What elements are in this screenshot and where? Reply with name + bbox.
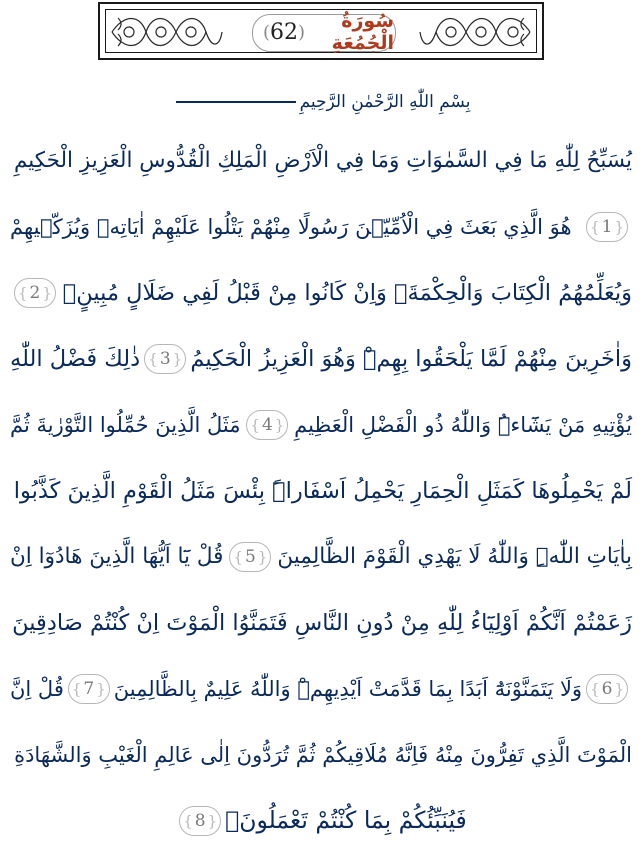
basmala-swash-icon xyxy=(176,101,296,103)
surah-name: سُورَةُ الْجُمُعَةِ xyxy=(331,10,394,54)
verse-text: مَثَلُ الَّذِينَ حُمِّلُوا التَّوْرٰيةَ ثُمَّ xyxy=(10,412,241,437)
verse-line-7 xyxy=(10,524,632,590)
surah-header-frame xyxy=(98,2,544,60)
verse-line-11 xyxy=(10,788,632,854)
verse-line-5 xyxy=(10,392,632,458)
verse-text: قُلْ يَٓا اَيُّهَا الَّذِينَ هَادُوٓا اِنْ xyxy=(10,544,224,570)
ayah-marker-8: { 8 } xyxy=(179,806,221,836)
ayah-marker-7: { 7 } xyxy=(68,674,110,704)
verse-line-4 xyxy=(10,326,632,392)
verse-text: الْمَوْتَ الَّذِي تَفِرُّونَ مِنْهُ فَاِنَّهُ مُلَاقِيكُمْ ثُمَّ تُرَدُّونَ اِلٰى عَالِمِ الْغَيْبِ وَالشَّهَادَةِ xyxy=(14,742,632,767)
verse-text: بِاٰيَاتِ اللّٰهِۜ وَاللّٰهُ لَا يَهْدِي الْقَوْمَ الظَّالِمِينَ xyxy=(277,544,632,570)
verse-line-8 xyxy=(10,590,632,656)
verse-text: فَيُنَبِّئُكُمْ بِمَا كُنْتُمْ تَعْمَلُونَ۟ xyxy=(225,806,467,835)
verse-text: يُؤْتِيهِ مَنْ يَشَٓاءُۜ وَاللّٰهُ ذُو الْفَضْلِ الْعَظِيمِ xyxy=(294,412,632,437)
verse-text: ذٰلِكَ فَضْلُ اللّٰهِ xyxy=(10,345,141,372)
verse-line-3 xyxy=(10,260,632,326)
verse-text: قُلْ اِنَّ xyxy=(9,676,64,701)
verse-line-10 xyxy=(10,722,632,788)
ayah-marker-6: { 6 } xyxy=(586,674,628,704)
bracket-right-icon: ) xyxy=(262,21,270,43)
basmala-text: بِسْمِ اللّٰهِ الرَّحْمٰنِ الرَّحِيمِ xyxy=(299,92,471,112)
bracket-left-icon: ( xyxy=(298,21,306,43)
ayah-marker-4: { 4 } xyxy=(246,410,288,440)
surah-number xyxy=(262,15,306,49)
ayah-marker-5: { 5 } xyxy=(229,542,271,572)
arabesque-ornament-right-icon xyxy=(416,10,536,54)
verse-text: لَمْ يَحْمِلُوهَا كَمَثَلِ الْحِمَارِ يَحْمِلُ اَسْفَاراًۜ بِئْسَ مَثَلُ الْقَوْمِ الَّذِينَ كَذَّبُوا xyxy=(13,477,632,504)
verse-text-block xyxy=(10,128,632,854)
verse-text: زَعَمْتُمْ اَنَّكُمْ اَوْلِيَٓاءُ لِلّٰهِ مِنْ دُونِ النَّاسِ فَتَمَنَّوُا الْمَوْتَ اِنْ كُنْتُمْ صَادِقِينَ xyxy=(12,609,632,636)
arabesque-ornament-left-icon xyxy=(106,10,226,54)
ayah-marker-1: { 1 } xyxy=(586,212,628,242)
verse-text: هُوَ الَّذِي بَعَثَ فِي الْاُمِّيّٖنَ رَسُولًا مِنْهُمْ يَتْلُوا عَلَيْهِمْ اٰيَاتِهٖ وَيُزَكّٖيهِمْ xyxy=(10,214,572,239)
verse-text: وَيُعَلِّمُهُمُ الْكِتَابَ وَالْحِكْمَةَۗ وَاِنْ كَانُوا مِنْ قَبْلُ لَفِي ضَلَالٍ مُبِينٍۙ xyxy=(62,279,632,306)
ayah-marker-2: { 2 } xyxy=(14,278,56,308)
surah-number-value: 62 xyxy=(270,19,298,45)
verse-text: وَاٰخَرِينَ مِنْهُمْ لَمَّا يَلْحَقُوا بِهِمْۜ وَهُوَ الْعَزِيزُ الْحَكِيمُ xyxy=(190,345,632,372)
verse-text: وَلَا يَتَمَنَّوْنَهُٓ اَبَدًا بِمَا قَدَّمَتْ اَيْدِيهِمْۜ وَاللّٰهُ عَلِيمٌ بِالظَّالِمِينَ xyxy=(113,676,583,701)
basmala xyxy=(160,84,482,120)
verse-line-1 xyxy=(10,128,632,194)
ayah-marker-3: { 3 } xyxy=(144,344,186,374)
verse-line-9 xyxy=(10,656,632,722)
verse-line-2 xyxy=(10,194,632,260)
verse-line-6 xyxy=(10,458,632,524)
verse-text: يُسَبِّحُ لِلّٰهِ مَا فِي السَّمٰوَاتِ وَمَا فِي الْاَرْضِ الْمَلِكِ الْقُدُّوسِ الْعَزِيزِ الْحَكِيمِ xyxy=(13,148,632,174)
